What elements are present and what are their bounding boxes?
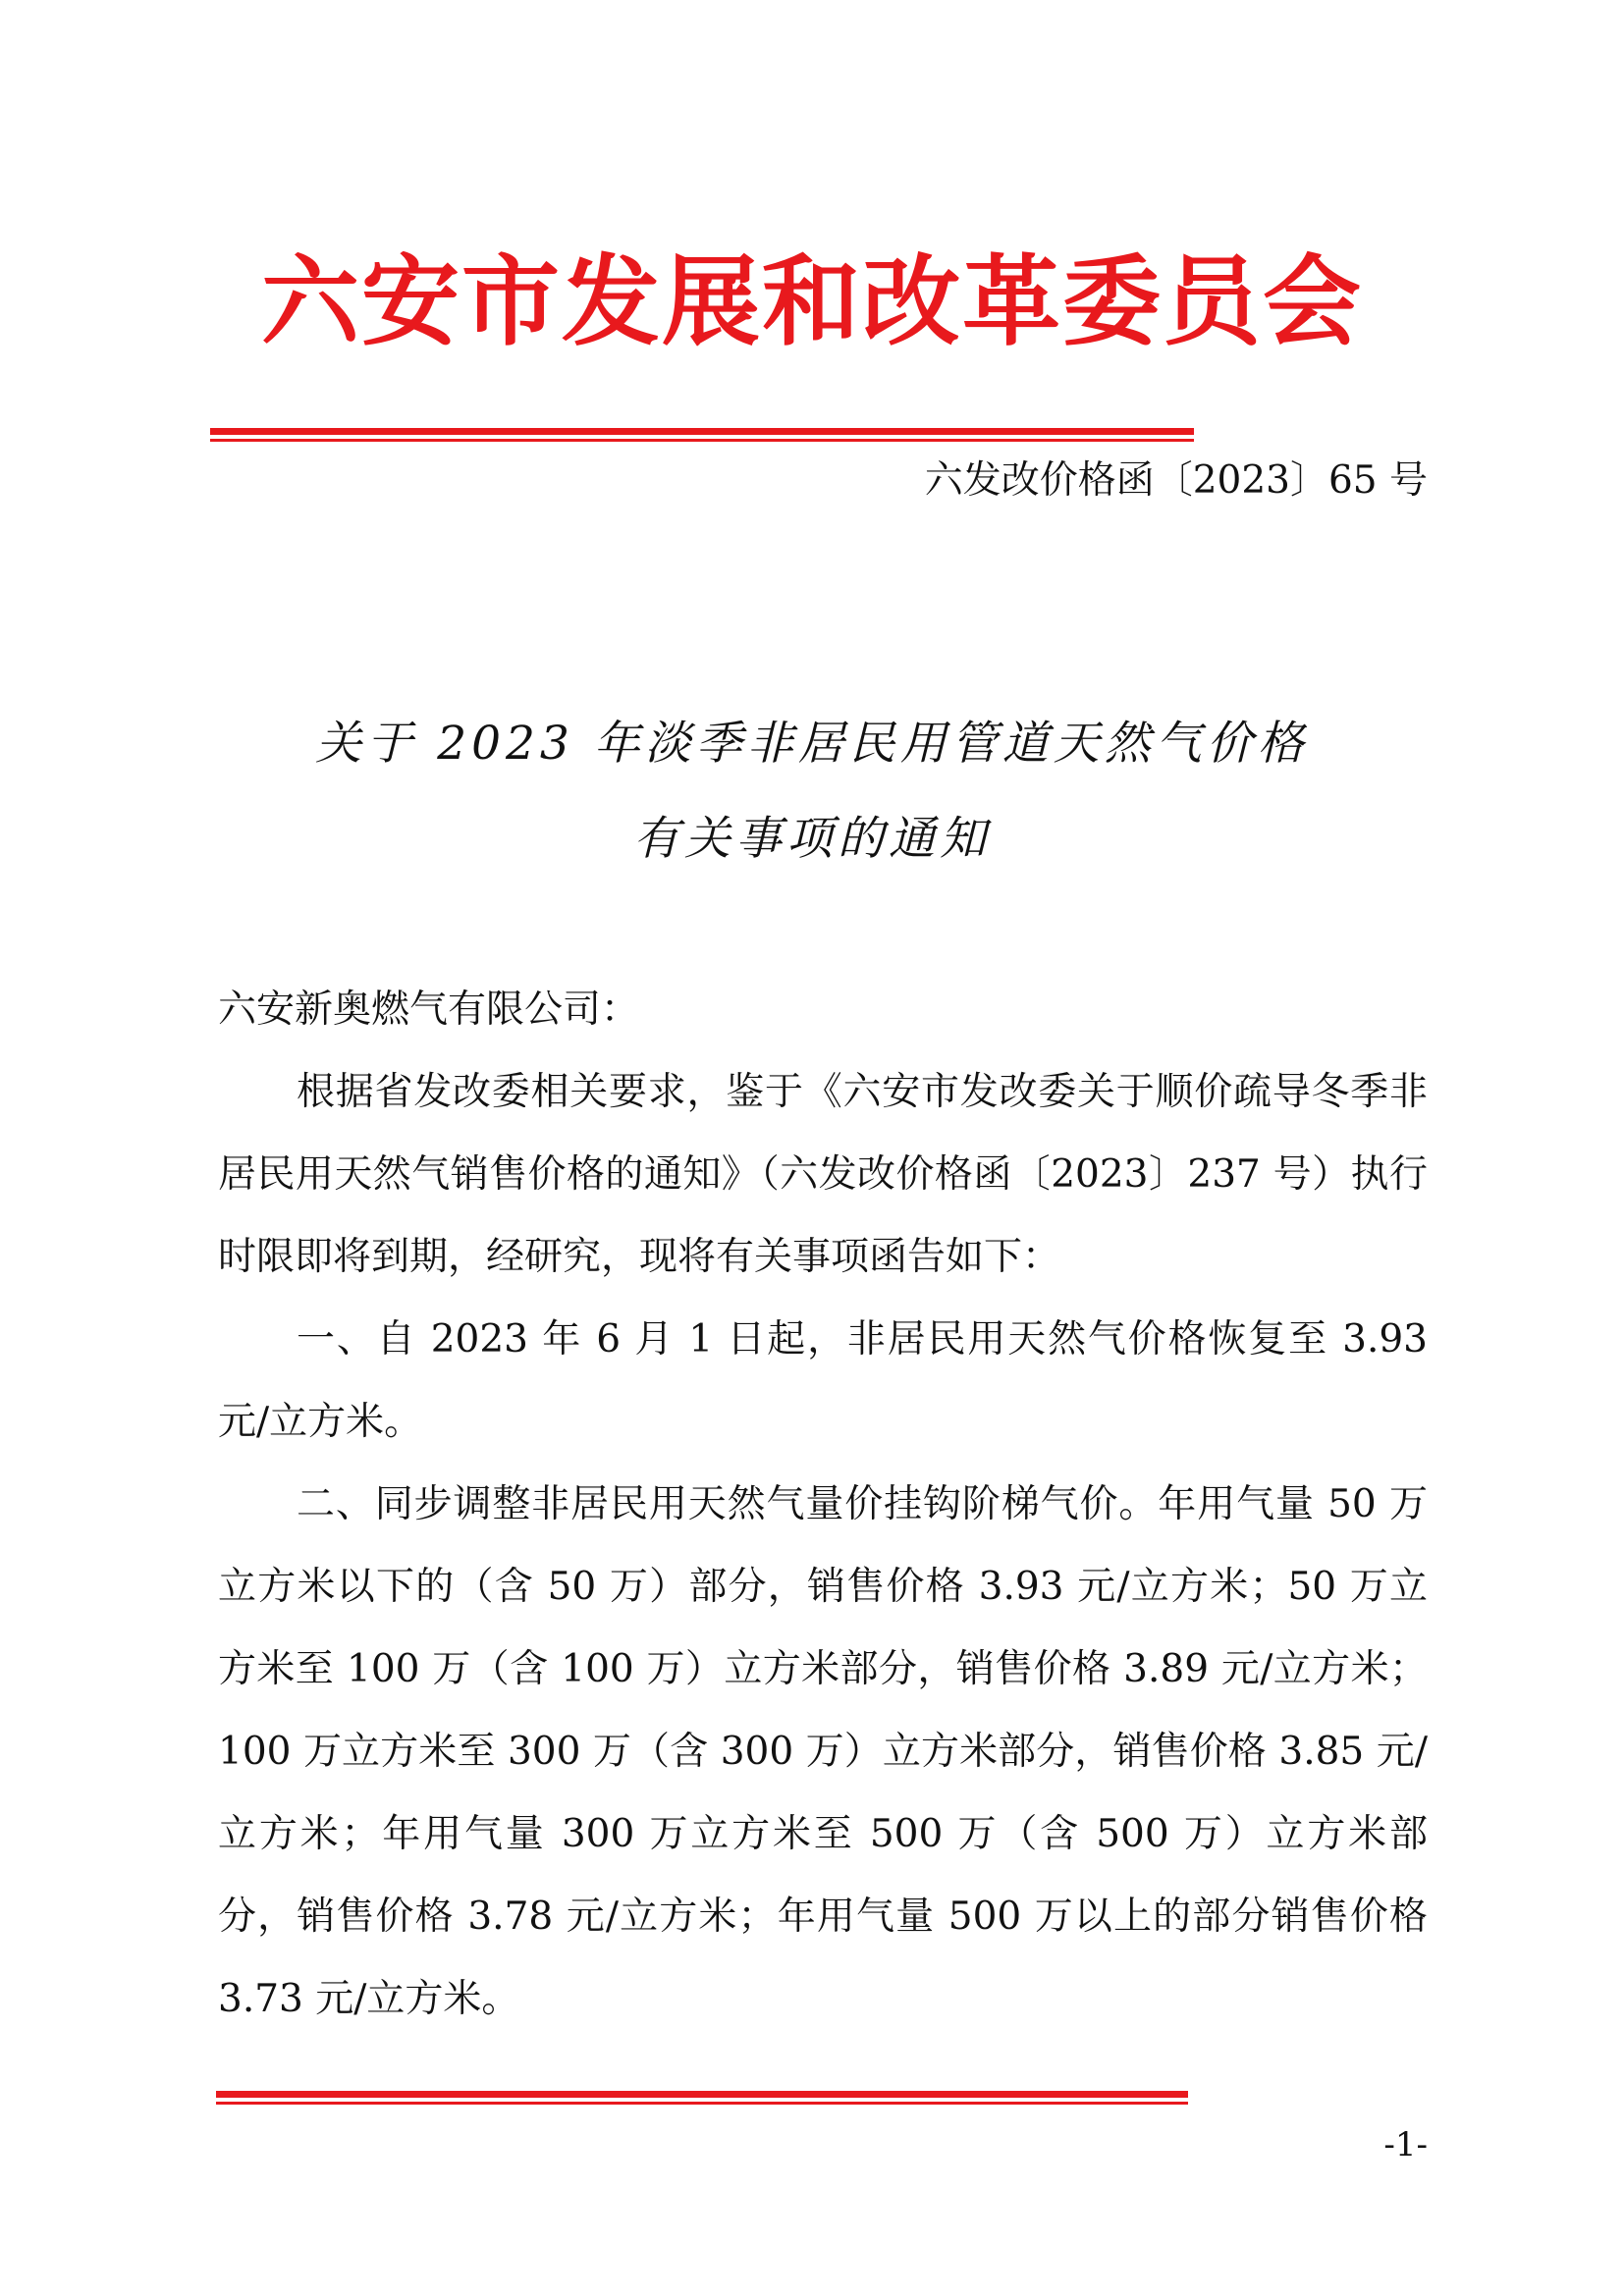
- notice-title-line2: 有关事项的通知: [633, 812, 991, 866]
- paragraph-item-1: 一、自 2023 年 6 月 1 日起，非居民用天然气价格恢复至 3.93 元/立方米。: [218, 1317, 1428, 1444]
- red-header-rule: [210, 428, 1194, 435]
- document-body: [218, 969, 1428, 2041]
- addressee: 六安新奥燃气有限公司：: [218, 988, 640, 1032]
- red-footer-rule: [216, 2091, 1188, 2098]
- notice-title-line1: 关于 2023 年淡季非居民用管道天然气价格: [315, 717, 1309, 771]
- red-header-rule-thin: [210, 439, 1194, 442]
- paragraph-item-2: 二、同步调整非居民用天然气量价挂钩阶梯气价。年用气量 50 万立方米以下的（含 50 万）部分，销售价格 3.93 元/立方米；50 万立方米至 100 万（含 100 万）立方米部分，销售价格 3.89 元/立方米；100 万立方米至 300 万（含 300 万）立方米部分，销售价格 3.85 元/立方米；年用气量 300 万立方米至 500 万（含 500 万）立方米部分，销售价格 3.78 元/立方米；年用气量 500 万以上的部分销售价格 3.73 元/立方米。: [218, 1482, 1428, 2021]
- page-number: -1-: [1383, 2125, 1428, 2164]
- organization-title: 六安市发展和改革委员会: [261, 244, 1363, 359]
- red-footer-rule-thin: [216, 2102, 1188, 2105]
- document-number: 六发改价格函〔2023〕65 号: [924, 458, 1428, 503]
- paragraph-basis: 根据省发改委相关要求，鉴于《六安市发改委关于顺价疏导冬季非居民用天然气销售价格的通知》（六发改价格函〔2023〕237 号）执行时限即将到期，经研究，现将有关事项函告如下：: [218, 1070, 1428, 1279]
